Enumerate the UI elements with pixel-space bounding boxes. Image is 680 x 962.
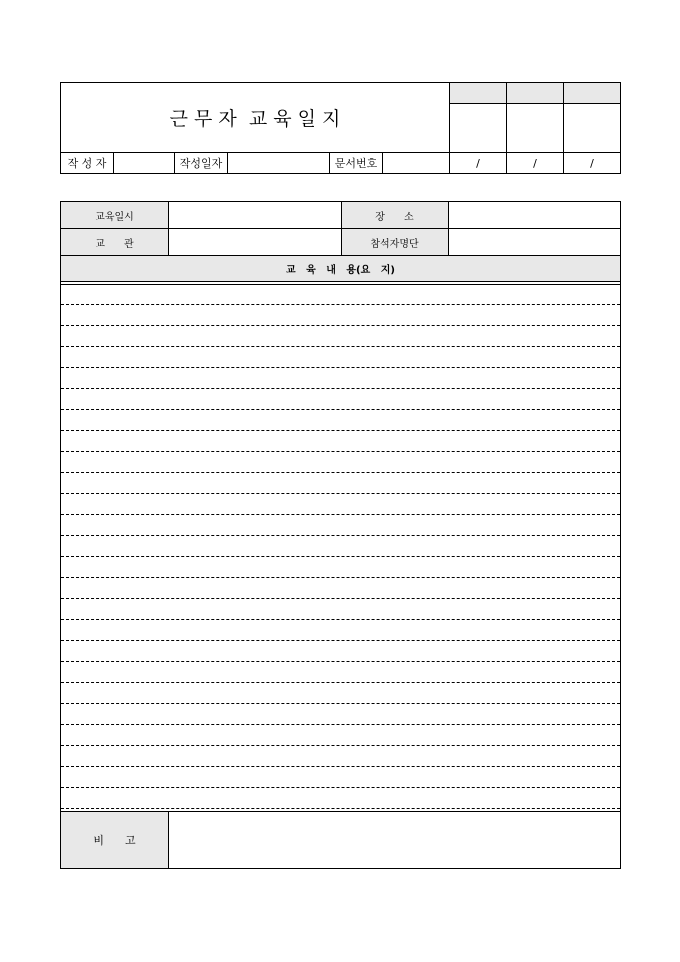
ruled-line: [61, 409, 620, 410]
attendees-field[interactable]: [449, 229, 620, 255]
ruled-line: [61, 682, 620, 683]
approval-date-2: /: [533, 156, 537, 170]
ruled-line: [61, 472, 620, 473]
page-title-text: 근 무 자 교 육 일 지: [169, 108, 341, 130]
approval-header-row: [449, 83, 620, 103]
ruled-line: [61, 640, 620, 641]
ruled-line: [61, 577, 620, 578]
remarks-field[interactable]: [169, 812, 620, 868]
place-field[interactable]: [449, 202, 620, 228]
ruled-line: [61, 787, 620, 788]
date-field[interactable]: [228, 153, 329, 173]
ruled-line: [61, 304, 620, 305]
content-header: 교 육 내 용(요 지): [286, 265, 395, 276]
page-title: [61, 83, 449, 152]
instructor-label: 교 관: [95, 238, 134, 250]
ruled-line: [61, 598, 620, 599]
approval-date-1: /: [476, 156, 480, 170]
docno-field[interactable]: [383, 153, 449, 173]
date-label: 작성일자: [179, 157, 223, 170]
ruled-line: [61, 493, 620, 494]
ruled-line: [61, 766, 620, 767]
ruled-line: [61, 808, 620, 809]
ruled-line: [61, 556, 620, 557]
ruled-line: [61, 388, 620, 389]
ruled-line: [61, 619, 620, 620]
ruled-line: [61, 451, 620, 452]
attendees-label: 참석자명단: [370, 238, 419, 250]
ruled-line: [61, 724, 620, 725]
place-label: 장 소: [375, 211, 414, 223]
ruled-line: [61, 535, 620, 536]
docno-label: 문서번호: [334, 157, 378, 170]
ruled-line: [61, 430, 620, 431]
remarks-label: 비 고: [93, 834, 136, 847]
author-field[interactable]: [114, 153, 174, 173]
ruled-line: [61, 661, 620, 662]
approval-date-3: /: [590, 156, 594, 170]
ruled-line: [61, 703, 620, 704]
ruled-line: [61, 346, 620, 347]
ruled-line: [61, 745, 620, 746]
ruled-line: [61, 514, 620, 515]
edu-date-label: 교육일시: [95, 211, 134, 223]
ruled-line: [61, 325, 620, 326]
ruled-line: [61, 367, 620, 368]
instructor-field[interactable]: [169, 229, 341, 255]
edu-date-field[interactable]: [169, 202, 341, 228]
content-writing-area[interactable]: [61, 285, 620, 811]
author-label: 작 성 자: [67, 157, 107, 170]
